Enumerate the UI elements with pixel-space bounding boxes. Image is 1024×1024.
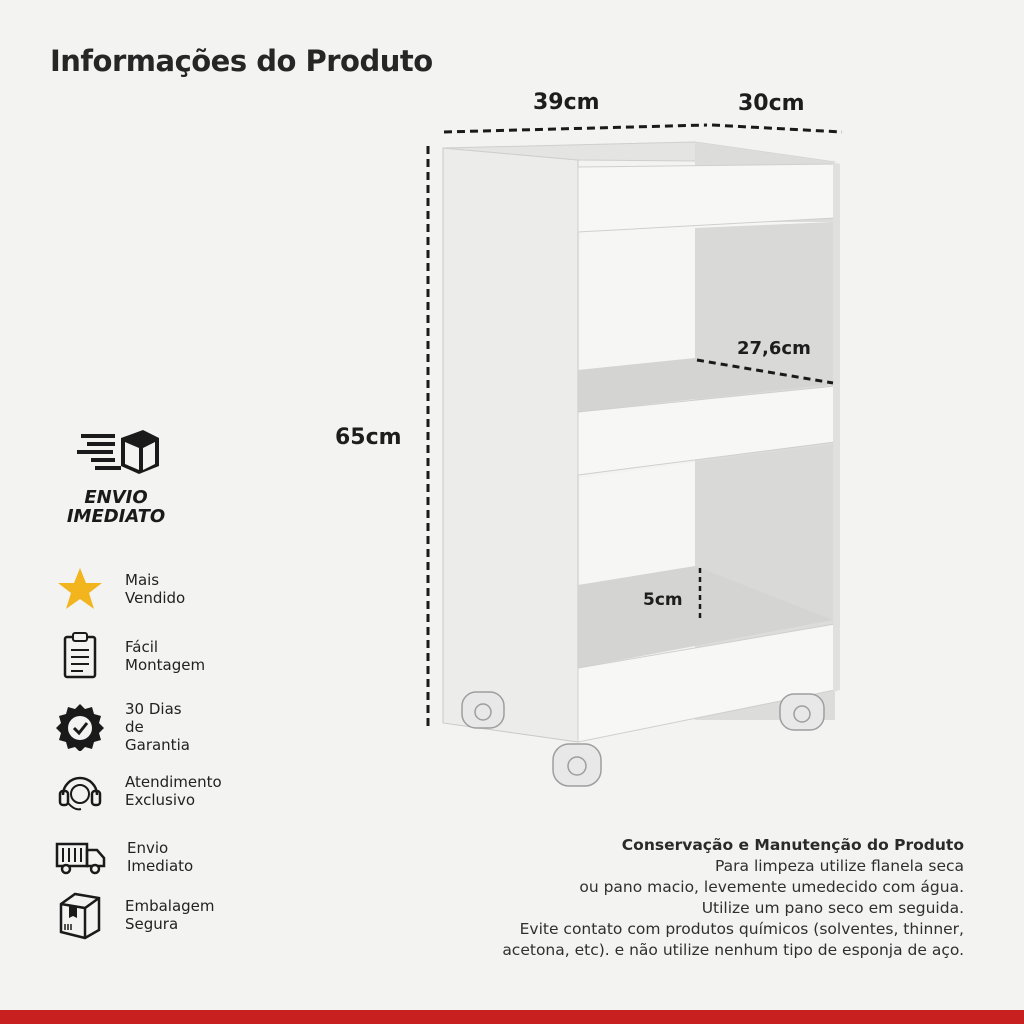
headset-icon — [55, 768, 105, 814]
feature-label: Embalagem Segura — [125, 897, 215, 933]
caster-wheel-back-left — [462, 692, 504, 728]
feature-item-atendimento — [55, 768, 224, 814]
fast-delivery-box-icon — [55, 428, 175, 478]
width-dimension-line — [444, 125, 707, 132]
feature-item-envio — [55, 834, 193, 880]
feature-item-embalagem — [55, 892, 217, 938]
feature-item-facil-montagem — [55, 633, 207, 679]
care-instructions — [404, 836, 964, 961]
care-line: acetona, etc). e não utilize nenhum tipo de esponja de aço. — [502, 941, 964, 959]
feature-label: 30 Dias de Garantia — [125, 700, 190, 754]
package-box-icon — [55, 892, 105, 938]
clipboard-checklist-icon — [55, 633, 105, 679]
depth-dimension-line — [712, 125, 842, 132]
feature-item-garantia — [55, 700, 192, 754]
star-icon — [55, 566, 105, 612]
page-title: Informações do Produto — [50, 44, 433, 78]
feature-label: Mais Vendido — [125, 571, 186, 607]
feature-item-mais-vendido — [55, 566, 187, 612]
envio-imediato-badge — [55, 428, 195, 526]
delivery-truck-icon — [55, 834, 107, 880]
feature-label: Fácil Montagem — [125, 638, 206, 674]
caster-wheel-front — [553, 744, 601, 786]
shelf-depth-label: 27,6cm — [737, 338, 811, 359]
badge-line2: IMEDIATO — [66, 506, 166, 527]
footer-accent-bar — [0, 1010, 1024, 1024]
feature-label: Atendimento Exclusivo — [125, 773, 222, 809]
care-line: Utilize um pano seco em seguida. — [701, 899, 964, 917]
depth-label: 30cm — [738, 91, 805, 116]
guarantee-seal-icon — [55, 704, 105, 750]
caster-wheel-back-right — [780, 694, 824, 730]
care-line: Evite contato com produtos químicos (solventes, thinner, — [519, 920, 964, 938]
width-label: 39cm — [533, 90, 600, 115]
badge-line1: ENVIO — [84, 487, 148, 508]
height-label: 65cm — [335, 425, 402, 450]
care-title: Conservação e Manutenção do Produto — [621, 836, 964, 854]
feature-label: Envio Imediato — [127, 839, 194, 875]
product-cabinet-illustration — [420, 120, 860, 810]
care-line: Para limpeza utilize flanela seca — [715, 857, 964, 875]
rim-height-label: 5cm — [643, 590, 683, 610]
care-line: ou pano macio, levemente umedecido com água. — [579, 878, 964, 896]
